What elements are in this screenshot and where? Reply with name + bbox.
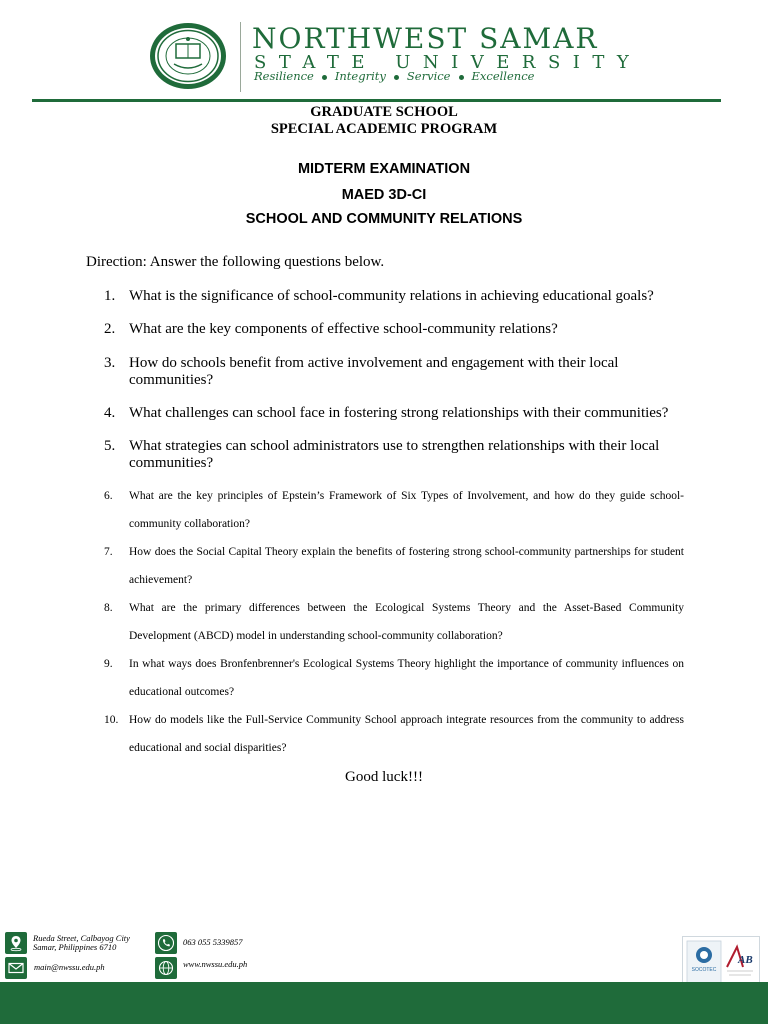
header-rule: [32, 99, 721, 102]
question-text: How do models like the Full-Service Community School approach integrate resources from the community to address educational and social disparities?: [129, 714, 684, 754]
motto-word: Integrity: [334, 69, 386, 83]
subject-title: SCHOOL AND COMMUNITY RELATIONS: [245, 211, 523, 227]
university-name: NORTHWEST SAMAR: [252, 22, 599, 55]
question-text: What is the significance of school-community relations in achieving educational goals?: [129, 288, 654, 304]
question-number: 2.: [104, 321, 116, 337]
address-line: Samar, Philippines 6710: [33, 942, 117, 952]
motto-word: Resilience: [254, 69, 314, 83]
question-text: What strategies can school administrators use to strengthen relationships with their local communities?: [129, 438, 660, 471]
direction-text: Direction: Answer the following questions below.: [86, 254, 385, 270]
question-number: 7.: [104, 546, 113, 558]
question-text: What are the key components of effective school-community relations?: [129, 321, 558, 337]
question-number: 3.: [104, 355, 116, 371]
cert-label: SOCOTEC: [691, 967, 717, 973]
header-divider: [240, 22, 241, 92]
cert-label: AB: [738, 954, 753, 966]
question-text: How do schools benefit from active involvement and engagement with their local communities?: [129, 355, 619, 388]
program-heading: SPECIAL ACADEMIC PROGRAM: [270, 121, 498, 137]
question-number: 1.: [104, 288, 116, 304]
question-text: In what ways does Bronfenbrenner's Ecological Systems Theory highlight the importance of community influences on educational outcomes?: [129, 658, 684, 698]
question-text: How does the Social Capital Theory explain the benefits of fostering strong school-community partnerships for student achievement?: [129, 546, 684, 586]
address-line: Rueda Street, Calbayog City: [33, 933, 130, 943]
website-text[interactable]: www.nwssu.edu.ph: [183, 959, 248, 969]
question-number: 8.: [104, 602, 113, 614]
email-text[interactable]: main@nwssu.edu.ph: [34, 962, 105, 972]
exam-title: MIDTERM EXAMINATION: [297, 161, 471, 177]
motto-word: Excellence: [471, 69, 535, 83]
question-number: 5.: [104, 438, 116, 454]
question-text: What are the primary differences between the Ecological Systems Theory and the Asset-Based Community Development (ABCD) model in understanding school-community collaboration?: [129, 602, 684, 642]
question-number: 4.: [104, 405, 116, 421]
globe-icon: [155, 957, 177, 979]
phone-icon: [155, 932, 177, 954]
closing-text: Good luck!!!: [345, 769, 423, 785]
location-pin-icon: [5, 932, 27, 954]
university-subtitle: STATE UNIVERSITY: [254, 52, 642, 73]
question-text: What are the key principles of Epstein’s Framework of Six Types of Involvement, and how do they guide school-community collaboration?: [129, 490, 684, 530]
question-text: What challenges can school face in fostering strong relationships with their communities?: [129, 405, 669, 421]
school-heading: GRADUATE SCHOOL: [310, 104, 458, 120]
footer-bar: [0, 982, 768, 1024]
question-number: 10.: [104, 714, 119, 726]
question-number: 9.: [104, 658, 113, 670]
envelope-icon: [5, 957, 27, 979]
certification-badges: [682, 936, 760, 988]
university-motto: [254, 69, 534, 83]
phone-text: 063 055 5339857: [183, 937, 243, 947]
university-seal-icon: [148, 22, 228, 90]
question-number: 6.: [104, 490, 113, 502]
course-code: MAED 3D-CI: [341, 187, 427, 203]
motto-word: Service: [406, 69, 451, 83]
